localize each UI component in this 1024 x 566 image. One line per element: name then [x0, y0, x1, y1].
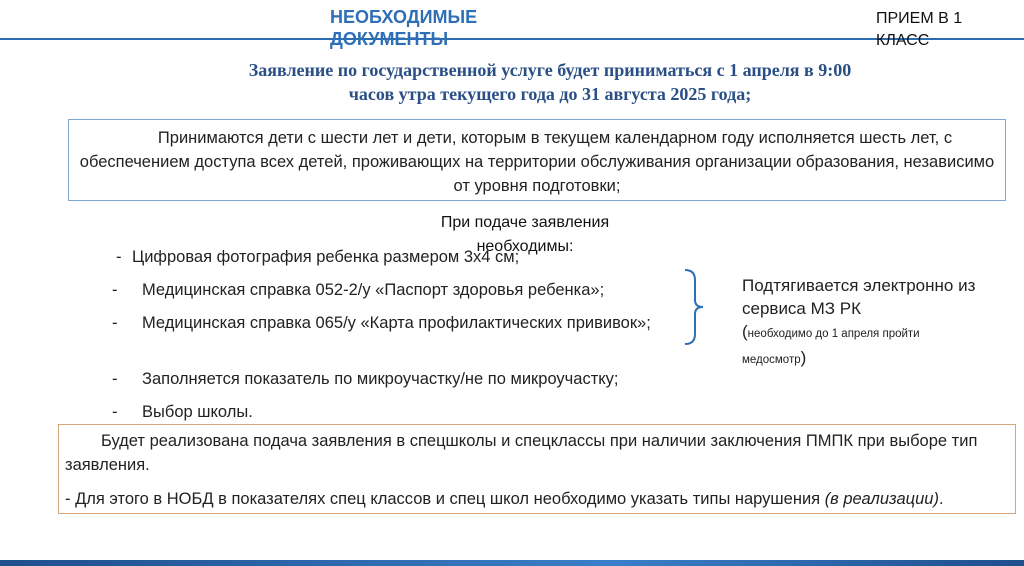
side-note	[742, 274, 982, 372]
list-item-text: Медицинская справка 065/у «Карта профилактических прививок»;	[142, 314, 651, 332]
side-note-paren-close: )	[800, 348, 807, 367]
list-item-text: Цифровая фотография ребенка размером 3х4 см;	[132, 248, 520, 266]
list-dash: -	[116, 248, 122, 266]
special-schools-box	[58, 424, 1016, 514]
list-dash: -	[112, 403, 118, 421]
side-note-detail	[742, 320, 982, 372]
section-title-line1: НЕОБХОДИМЫЕ	[330, 7, 478, 27]
list-dash: -	[112, 370, 118, 388]
special-text-2: - Для этого в НОБД в показателях спец классов и спец школ необходимо указать типы нарушения	[65, 490, 825, 508]
corner-label: ПРИЕМ В 1 КЛАСС	[876, 10, 963, 49]
section-title	[330, 6, 530, 50]
special-text-2-end: .	[938, 490, 944, 508]
special-paragraph-2	[65, 487, 1011, 511]
section-title-line2: ДОКУМЕНТЫ	[330, 29, 449, 49]
side-note-small: необходимо до 1 апреля пройти медосмотр	[742, 328, 920, 366]
right-brace-icon	[683, 268, 707, 346]
footer-bar	[0, 560, 1024, 566]
subtitle	[140, 58, 960, 106]
special-text-1: Будет реализована подача заявления в спецшколы и спецклассы при наличии заключения ПМПК при выборе тип заявления.	[65, 432, 978, 474]
special-text-2-italic: (в реализации)	[824, 490, 939, 508]
special-paragraph-1	[65, 429, 1011, 477]
requirements-title: При подаче заявления необходимы:	[440, 214, 610, 255]
side-note-main: Подтягивается электронно из сервиса МЗ РК	[742, 276, 976, 318]
list-item-text: Медицинская справка 052-2/у «Паспорт здоровья ребенка»;	[142, 281, 605, 299]
subtitle-line2: часов утра текущего года до 31 августа 2025 года;	[348, 84, 752, 104]
eligibility-box	[68, 119, 1006, 201]
list-dash: -	[112, 281, 118, 299]
eligibility-paragraph	[79, 126, 995, 198]
list-item-text: Выбор школы.	[142, 403, 253, 421]
subtitle-line1: Заявление по государственной услуге будет приниматься с 1 апреля в 9:00	[248, 60, 852, 80]
list-item-text: Заполняется показатель по микроучастку/не по микроучастку;	[142, 370, 619, 388]
list-dash: -	[112, 314, 118, 332]
side-note-paren-open: (	[742, 322, 748, 341]
eligibility-text: Принимаются дети с шести лет и дети, которым в текущем календарном году исполняется шесть лет, с обеспечением доступа всех детей, проживающих на территории обслуживания организации образования, независимо от уровня подготовки;	[79, 129, 995, 195]
